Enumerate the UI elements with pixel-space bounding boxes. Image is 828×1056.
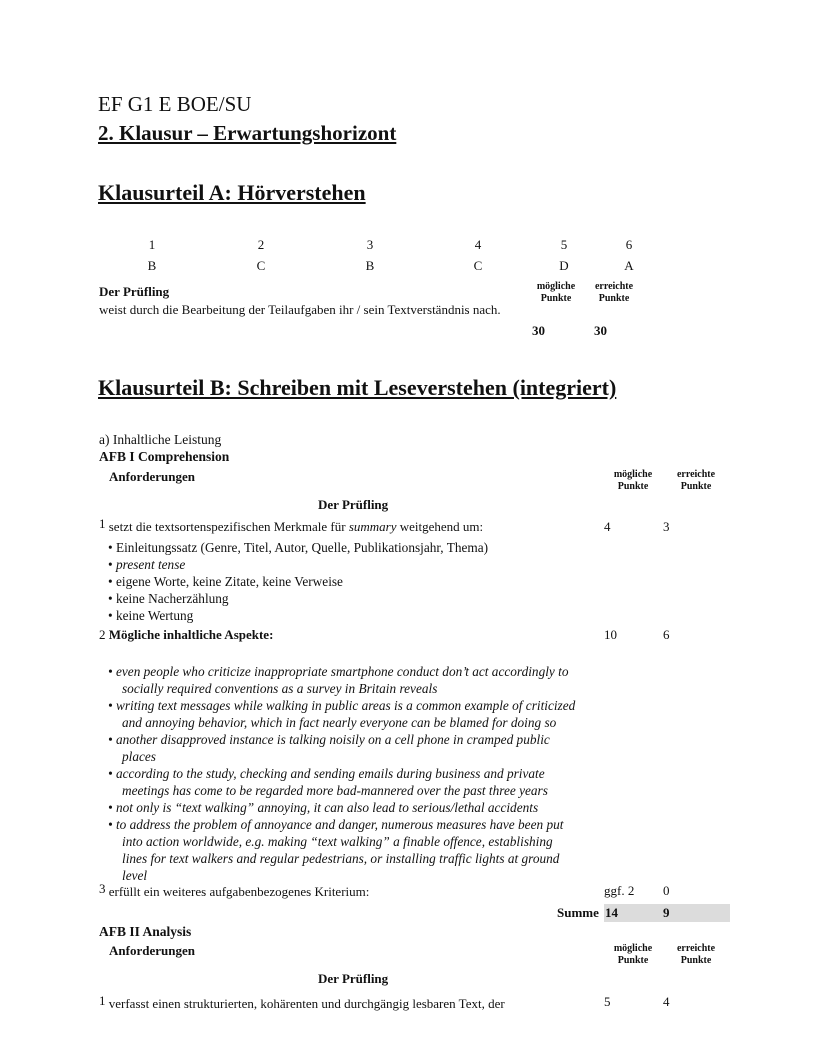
item-text: setzt die textsortenspezifischen Merkmale für — [108, 519, 349, 534]
document-title: 2. Klausur – Erwartungshorizont — [98, 121, 397, 145]
course-code: EF G1 E BOE/SU — [98, 92, 252, 116]
afb1-item1 — [99, 516, 484, 535]
afb1-possible-header: mögliche Punkte — [613, 469, 653, 492]
candidate-label: Der Prüfling — [99, 284, 170, 299]
task-answer: B — [147, 258, 157, 273]
item-number: 1 — [99, 993, 106, 1008]
afb1-item3-possible: ggf. 2 — [604, 883, 635, 898]
list-item-continuation: lines for text walkers and regular pedestrians, or installing traffic lights at ground — [122, 851, 560, 866]
task-number: 5 — [560, 237, 568, 252]
afb1-item2-possible: 10 — [604, 627, 617, 642]
task-answer: B — [365, 258, 375, 273]
list-item: • another disapproved instance is talking noisily on a cell phone in cramped public — [108, 732, 550, 747]
task-answer: C — [256, 258, 266, 273]
item-number: 2 — [99, 627, 106, 642]
afb1-achieved-header: erreichte Punkte — [676, 469, 716, 492]
afb1-item3 — [99, 881, 370, 900]
task-answer: A — [624, 258, 634, 273]
part-b-heading: Klausurteil B: Schreiben mit Leseverstehen (integriert) — [98, 375, 617, 400]
list-item: • even people who criticize inappropriate smartphone conduct don’t act accordingly to — [108, 664, 569, 679]
sum-achieved: 9 — [663, 905, 670, 920]
afb2-candidate: Der Prüfling — [318, 971, 389, 986]
list-item: • according to the study, checking and sending emails during business and private — [108, 766, 545, 781]
item-number: 1 — [99, 516, 106, 531]
task-answer: C — [473, 258, 483, 273]
part-a-achieved-points: 30 — [594, 323, 607, 338]
task-number: 1 — [148, 237, 156, 252]
list-item: • keine Nacherzählung — [108, 591, 229, 606]
afb1-requirements: Anforderungen — [109, 469, 195, 484]
afb1-title: AFB I Comprehension — [99, 449, 230, 464]
task-number: 2 — [257, 237, 265, 252]
list-item-continuation: meetings has come to be regarded more bad-mannered over the past three years — [122, 783, 548, 798]
afb1-item2 — [99, 627, 273, 643]
list-item-continuation: socially required conventions as a survey in Britain reveals — [122, 681, 438, 696]
sum-label: Summe — [557, 905, 599, 920]
task-number: 4 — [474, 237, 482, 252]
section-label: a) Inhaltliche Leistung — [99, 432, 222, 447]
list-item: • Einleitungssatz (Genre, Titel, Autor, Quelle, Publikationsjahr, Thema) — [108, 540, 489, 555]
aspect-list — [108, 663, 575, 884]
afb2-title: AFB II Analysis — [99, 924, 192, 939]
list-item-continuation: places — [122, 749, 156, 764]
list-item: • to address the problem of annoyance and danger, numerous measures have been put — [108, 817, 564, 832]
item-text: weitgehend um: — [396, 519, 484, 534]
list-item: • writing text messages while walking in public areas is a common example of criticized — [108, 698, 576, 713]
afb1-item1-possible: 4 — [604, 519, 611, 534]
achieved-points-header: erreichte Punkte — [594, 281, 634, 304]
list-item-continuation: and annoying behavior, which in fact nearly everyone can be blamed for doing so — [122, 715, 557, 730]
task-number: 3 — [366, 237, 374, 252]
afb2-possible-header: mögliche Punkte — [613, 943, 653, 966]
afb1-item1-achieved: 3 — [663, 519, 670, 534]
item-text: verfasst einen strukturierten, kohärenten und durchgängig lesbaren Text, der — [108, 996, 505, 1011]
task-number: 6 — [625, 237, 633, 252]
item-text: Mögliche inhaltliche Aspekte: — [108, 627, 274, 642]
part-a-heading: Klausurteil A: Hörverstehen — [98, 180, 366, 205]
sum-possible: 14 — [605, 905, 618, 920]
afb1-candidate: Der Prüfling — [318, 497, 389, 512]
afb2-achieved-header: erreichte Punkte — [676, 943, 716, 966]
list-item: • keine Wertung — [108, 608, 194, 623]
possible-points-header: mögliche Punkte — [536, 281, 576, 304]
part-a-possible-points: 30 — [532, 323, 545, 338]
afb2-item1 — [99, 993, 505, 1012]
task-answer: D — [559, 258, 569, 273]
afb2-requirements: Anforderungen — [109, 943, 195, 958]
item-text: erfüllt ein weiteres aufgabenbezogenes Kriterium: — [108, 884, 370, 899]
list-item: • not only is “text walking” annoying, it can also lead to serious/lethal accidents — [108, 800, 539, 815]
afb2-item1-possible: 5 — [604, 994, 611, 1009]
afb1-item2-achieved: 6 — [663, 627, 670, 642]
item-text-emphasis: summary — [348, 519, 397, 534]
afb2-item1-achieved: 4 — [663, 994, 670, 1009]
afb1-item3-achieved: 0 — [663, 883, 670, 898]
list-item: • eigene Worte, keine Zitate, keine Verweise — [108, 574, 343, 589]
part-a-description: weist durch die Bearbeitung der Teilaufgaben ihr / sein Textverständnis nach. — [99, 302, 501, 317]
list-item-continuation: into action worldwide, e.g. making “text walking” a finable offence, establishing — [122, 834, 553, 849]
item-number: 3 — [99, 881, 106, 896]
list-item: • present tense — [108, 557, 186, 572]
bullet-list — [108, 539, 488, 624]
list-item-continuation: level — [122, 868, 148, 883]
